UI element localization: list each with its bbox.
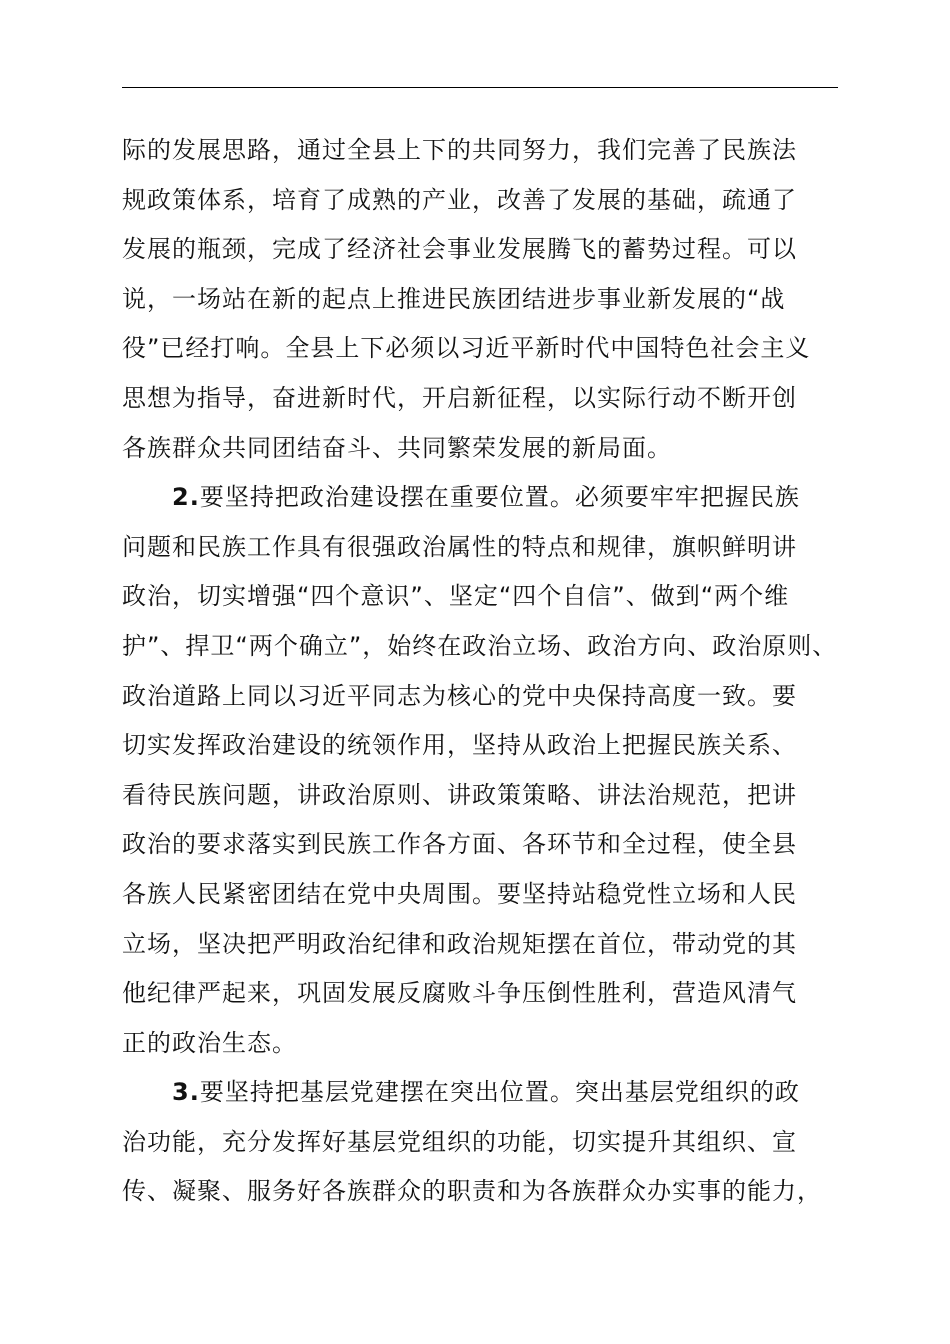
- text-line: 看待民族问题，讲政治原则、讲政策策略、讲法治规范，把讲: [122, 780, 797, 809]
- paragraph-first-line: [122, 1068, 838, 1118]
- text-line: 问题和民族工作具有很强政治属性的特点和规律，旗帜鲜明讲: [122, 532, 797, 561]
- text-line: 政治道路上同以习近平同志为核心的党中央保持高度一致。要: [122, 681, 797, 710]
- paragraph-number: 2.: [172, 483, 200, 512]
- text-line: 政治的要求落实到民族工作各方面、各环节和全过程，使全县: [122, 830, 797, 859]
- paragraph-heading-text: 要坚持把政治建设摆在重要位置。必须要牢牢把握民族: [199, 483, 800, 512]
- text-line: 政治，切实增强“四个意识”、坚定“四个自信”、做到“两个维: [122, 582, 790, 611]
- paragraph-heading-text: 要坚持把基层党建摆在突出位置。突出基层党组织的政: [199, 1078, 800, 1107]
- text-line: 切实发挥政治建设的统领作用，坚持从政治上把握民族关系、: [122, 731, 797, 760]
- paragraph-first-line: [122, 473, 838, 523]
- text-line: 正的政治生态。: [122, 1028, 297, 1057]
- text-line: 规政策体系，培育了成熟的产业，改善了发展的基础，疏通了: [122, 185, 797, 214]
- paragraph-1: [122, 126, 838, 473]
- header-rule: [122, 87, 838, 88]
- text-line: 说，一场站在新的起点上推进民族团结进步事业新发展的“战: [122, 284, 786, 313]
- text-line: 治功能，充分发挥好基层党组织的功能，切实提升其组织、宣: [122, 1127, 797, 1156]
- paragraph-number: 3.: [172, 1078, 200, 1107]
- text-line: 发展的瓶颈，完成了经济社会事业发展腾飞的蓄势过程。可以: [122, 235, 797, 264]
- text-line: 思想为指导，奋进新时代，开启新征程，以实际行动不断开创: [122, 383, 797, 412]
- paragraph-2: [122, 473, 838, 1068]
- text-line: 护”、捍卫“两个确立”，始终在政治立场、政治方向、政治原则、: [122, 631, 838, 660]
- text-line: 立场，坚决把严明政治纪律和政治规矩摆在首位，带动党的其: [122, 929, 797, 958]
- text-line: 役”已经打响。全县上下必须以习近平新时代中国特色社会主义: [122, 334, 811, 363]
- paragraph-3: [122, 1068, 838, 1217]
- text-line: 际的发展思路，通过全县上下的共同努力，我们完善了民族法: [122, 136, 797, 164]
- text-line: 各族人民紧密团结在党中央周围。要坚持站稳党性立场和人民: [122, 879, 797, 908]
- text-line: 各族群众共同团结奋斗、共同繁荣发展的新局面。: [122, 433, 672, 462]
- body-text: [122, 126, 838, 1217]
- text-line: 传、凝聚、服务好各族群众的职责和为各族群众办实事的能力，: [122, 1177, 822, 1206]
- text-line: 他纪律严起来，巩固发展反腐败斗争压倒性胜利，营造风清气: [122, 979, 797, 1008]
